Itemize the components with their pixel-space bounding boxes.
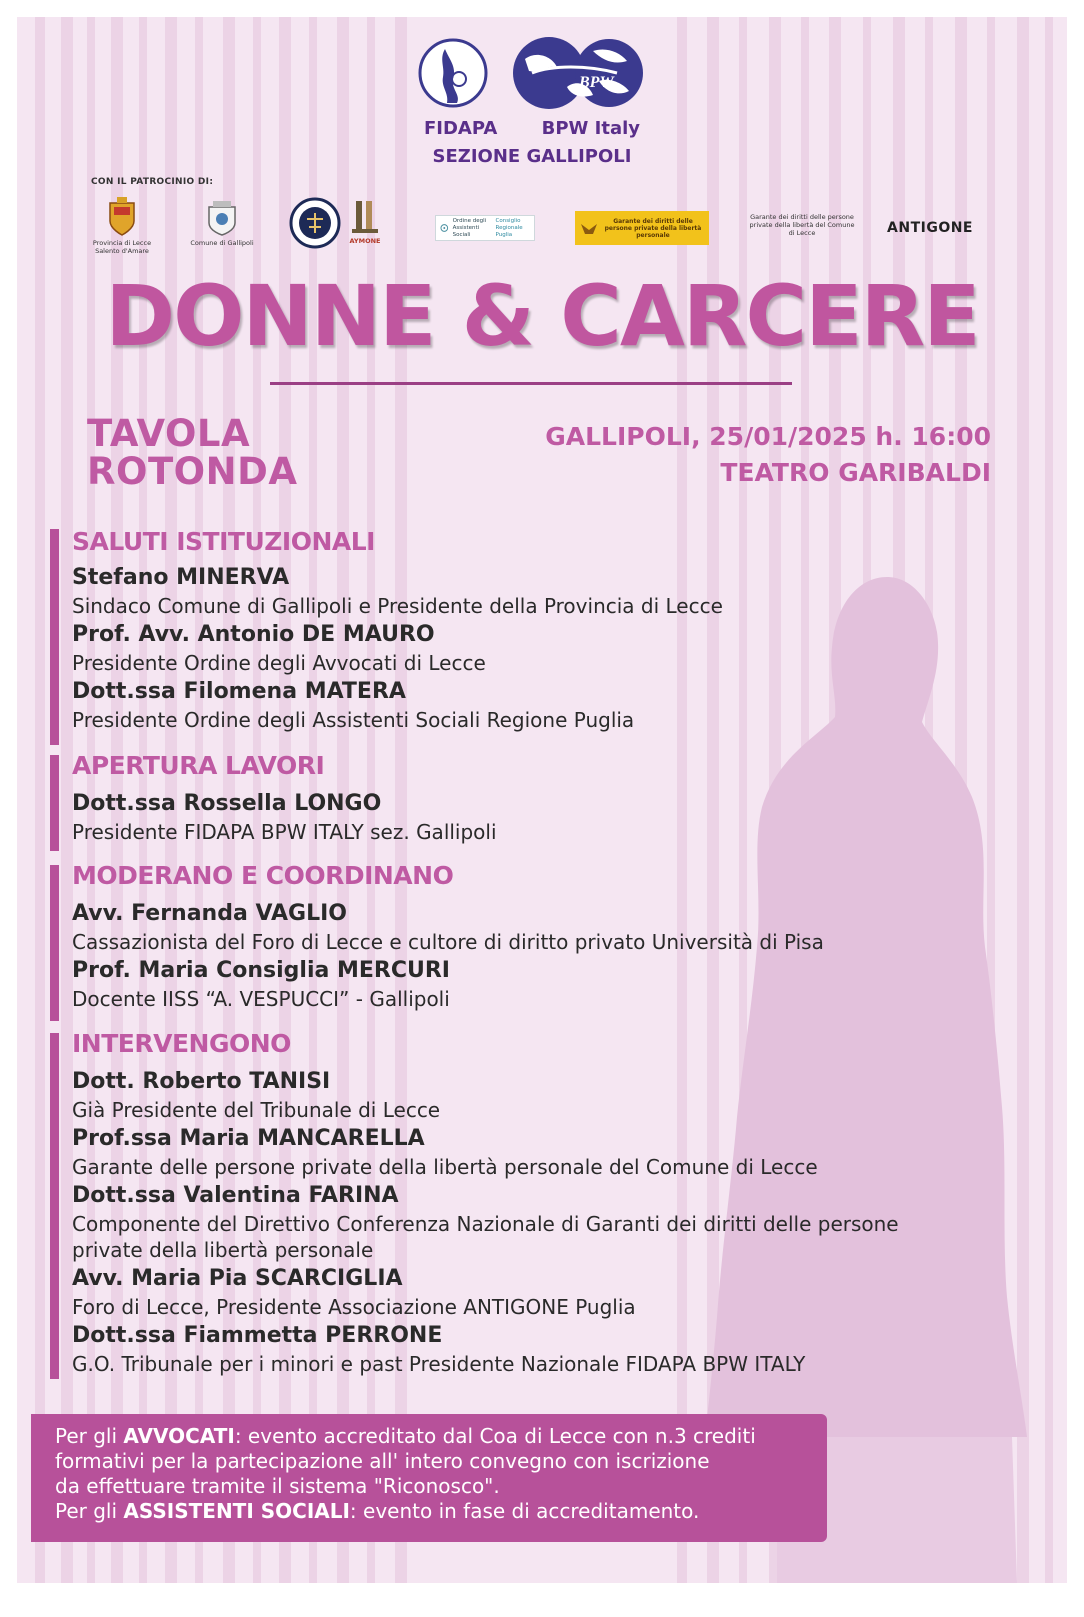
section-title: APERTURA LAVORI	[72, 751, 324, 780]
fondazione-aymone-logo: AYMONE	[345, 197, 385, 245]
provincia-lecce-logo: Provincia di Lecce Salento d'Amare	[87, 197, 157, 255]
garante-regionale-logo: Garante dei diritti delle persone private della libertà personale	[575, 211, 709, 245]
person-role: Già Presidente del Tribunale di Lecce	[72, 1097, 440, 1124]
person-name: Dott.ssa Fiammetta PERRONE	[72, 1323, 442, 1348]
city-crest-icon	[205, 201, 239, 237]
person-role: Presidente Ordine degli Assistenti Sociali Regione Puglia	[72, 707, 634, 734]
fidapa-label: FIDAPA	[424, 115, 497, 143]
person-name: Stefano MINERVA	[72, 565, 289, 590]
section-title: SALUTI ISTITUZIONALI	[72, 527, 375, 556]
section-saluti-istituzionali	[50, 525, 1030, 745]
fidapa-bpw-logo	[417, 29, 647, 119]
eagle-icon	[579, 218, 599, 238]
event-date-venue	[545, 419, 991, 491]
event-title: DONNE & CARCERE	[17, 267, 1067, 365]
poster	[17, 17, 1067, 1583]
person-name: Avv. Fernanda VAGLIO	[72, 901, 347, 926]
person-role: Componente del Direttivo Conferenza Nazionale di Garanti dei diritti delle persone	[72, 1211, 899, 1238]
person-role: Sindaco Comune di Gallipoli e Presidente della Provincia di Lecce	[72, 593, 723, 620]
bpw-italy-label: BPW Italy	[542, 115, 640, 143]
event-subtitle: TAVOLA ROTONDA	[87, 415, 297, 491]
person-name: Prof. Avv. Antonio DE MAURO	[72, 622, 435, 647]
coat-of-arms-icon	[108, 197, 136, 237]
person-name: Dott.ssa Filomena MATERA	[72, 679, 406, 704]
comune-gallipoli-logo: Comune di Gallipoli	[182, 201, 262, 247]
person-name: Avv. Maria Pia SCARCIGLIA	[72, 1266, 403, 1291]
person-role-continued: private della libertà personale	[72, 1237, 373, 1264]
event-venue: TEATRO GARIBALDI	[545, 455, 991, 491]
section-title: INTERVENGONO	[72, 1029, 291, 1058]
bar-association-seal-icon	[289, 197, 341, 249]
section-title: MODERANO E COORDINANO	[72, 861, 453, 890]
section-bar	[50, 1033, 59, 1379]
person-name: Dott. Roberto TANISI	[72, 1069, 330, 1094]
section-bar	[50, 529, 59, 745]
flower-icon	[440, 219, 449, 237]
section-intervengono	[50, 1029, 1030, 1379]
event-date: GALLIPOLI, 25/01/2025 h. 16:00	[545, 419, 991, 455]
person-role: Garante delle persone private della libertà personale del Comune di Lecce	[72, 1154, 818, 1181]
person-role: Presidente FIDAPA BPW ITALY sez. Gallipoli	[72, 819, 497, 846]
section-moderano-coordinano	[50, 861, 1030, 1021]
person-name: Prof.ssa Maria MANCARELLA	[72, 1126, 425, 1151]
title-divider	[270, 382, 792, 385]
person-name: Dott.ssa Rossella LONGO	[72, 791, 381, 816]
accreditation-banner	[31, 1414, 827, 1542]
person-role: Presidente Ordine degli Avvocati di Lecce	[72, 650, 486, 677]
garante-comunale-logo: Garante dei diritti delle persone private della libertà del Comune di Lecce	[747, 213, 857, 237]
person-role: Cassazionista del Foro di Lecce e cultore di diritto privato Università di Pisa	[72, 929, 824, 956]
ordine-avvocati-logo	[287, 197, 342, 251]
section-bar	[50, 755, 59, 851]
pillar-icon	[348, 197, 382, 235]
org-labels	[412, 115, 652, 171]
person-role: G.O. Tribunale per i minori e past Presidente Nazionale FIDAPA BPW ITALY	[72, 1351, 805, 1378]
antigone-logo: ANTIGONE	[883, 217, 973, 239]
section-label: SEZIONE GALLIPOLI	[412, 143, 652, 171]
section-bar	[50, 865, 59, 1021]
person-role: Foro di Lecce, Presidente Associazione ANTIGONE Puglia	[72, 1294, 636, 1321]
ordine-assistenti-sociali-logo: Ordine degli Assistenti Sociali Consiglio Regionale Puglia	[435, 215, 535, 241]
bpw-logo-text: BPW	[578, 74, 615, 91]
person-name: Prof. Maria Consiglia MERCURI	[72, 958, 450, 983]
section-apertura-lavori	[50, 751, 1030, 855]
accreditation-text: Per gli AVVOCATI: evento accreditato dal Coa di Lecce con n.3 crediti formativi per la partecipazione all' intero convegno con iscrizione da effettuare tramite il sistema "Riconosco". Per gli ASSISTENTI SOCIALI: evento in fase di accreditamento.	[55, 1424, 835, 1524]
patronage-logos	[87, 197, 987, 277]
person-name: Dott.ssa Valentina FARINA	[72, 1183, 399, 1208]
patronage-label: CON IL PATROCINIO DI:	[91, 177, 213, 187]
person-role: Docente IISS “A. VESPUCCI” - Gallipoli	[72, 986, 450, 1013]
